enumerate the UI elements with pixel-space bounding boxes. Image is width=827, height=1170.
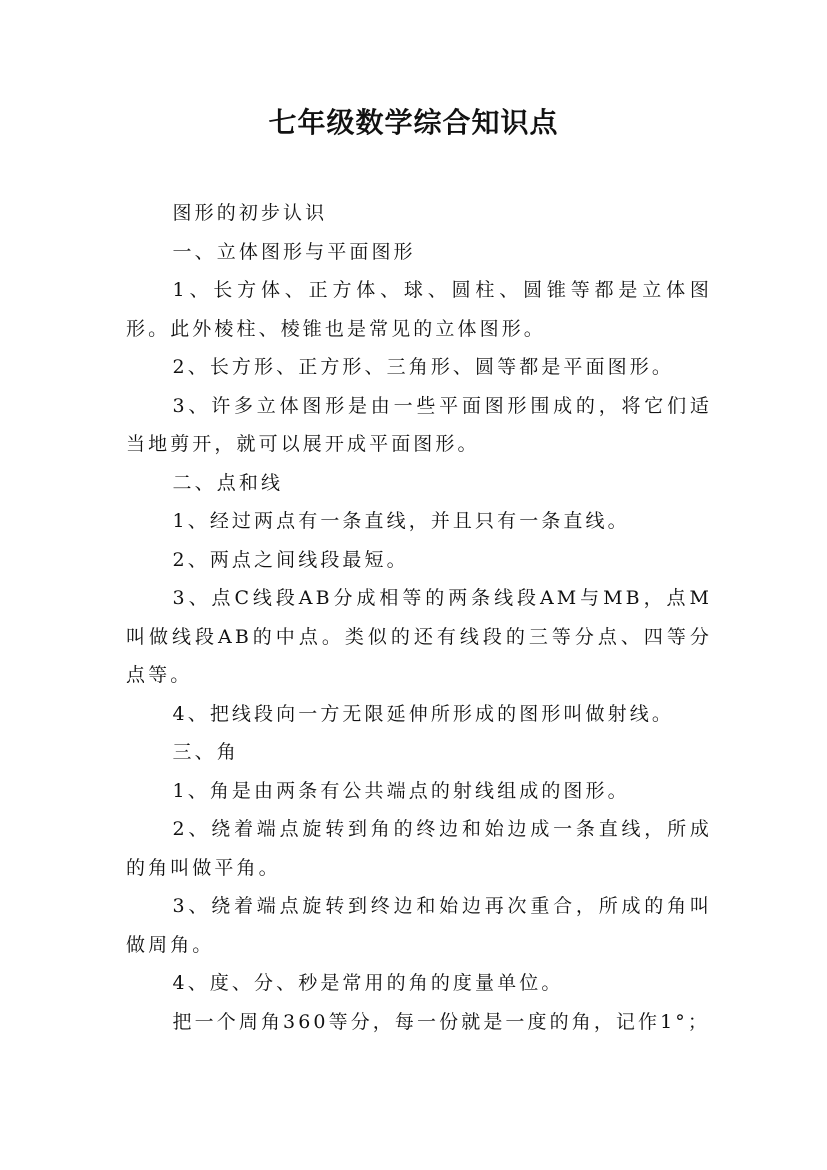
section-heading: 图形的初步认识 [172,202,328,224]
paragraph: 2、两点之间线段最短。 [172,548,409,571]
paragraph: 3、绕着端点旋转到终边和始边再次重合，所成的角叫做周角。 [126,895,712,956]
paragraph: 3、许多立体图形是由一些平面图形围成的，将它们适当地剪开，就可以展开成平面图形。 [126,394,712,455]
paragraph: 2、长方形、正方形、三角形、圆等都是平面图形。 [172,356,674,378]
subsection-heading: 三、角 [172,741,239,763]
paragraph: 1、角是由两条有公共端点的射线组成的图形。 [172,779,630,802]
paragraph: 4、度、分、秒是常用的角的度量单位。 [172,972,564,994]
subsection-heading: 二、点和线 [172,471,284,494]
paragraph: 1、经过两点有一条直线，并且只有一条直线。 [172,510,630,532]
paragraph: 3、点C线段AB分成相等的两条线段AM与MB，点M叫做线段AB的中点。类似的还有线段的三等分点、四等分点等。 [126,587,712,686]
document-title: 七年级数学综合知识点 [268,106,559,139]
document-body [126,194,712,1041]
paragraph: 1、长方体、正方体、球、圆柱、圆锥等都是立体图形。此外棱柱、棱锥也是常见的立体图形。 [126,279,712,340]
paragraph: 4、把线段向一方无限延伸所形成的图形叫做射线。 [172,702,674,725]
paragraph: 2、绕着端点旋转到角的终边和始边成一条直线，所成的角叫做平角。 [126,818,712,879]
subsection-heading: 一、立体图形与平面图形 [172,240,416,263]
paragraph: 把一个周角360等分，每一份就是一度的角，记作1°； [172,1010,711,1033]
